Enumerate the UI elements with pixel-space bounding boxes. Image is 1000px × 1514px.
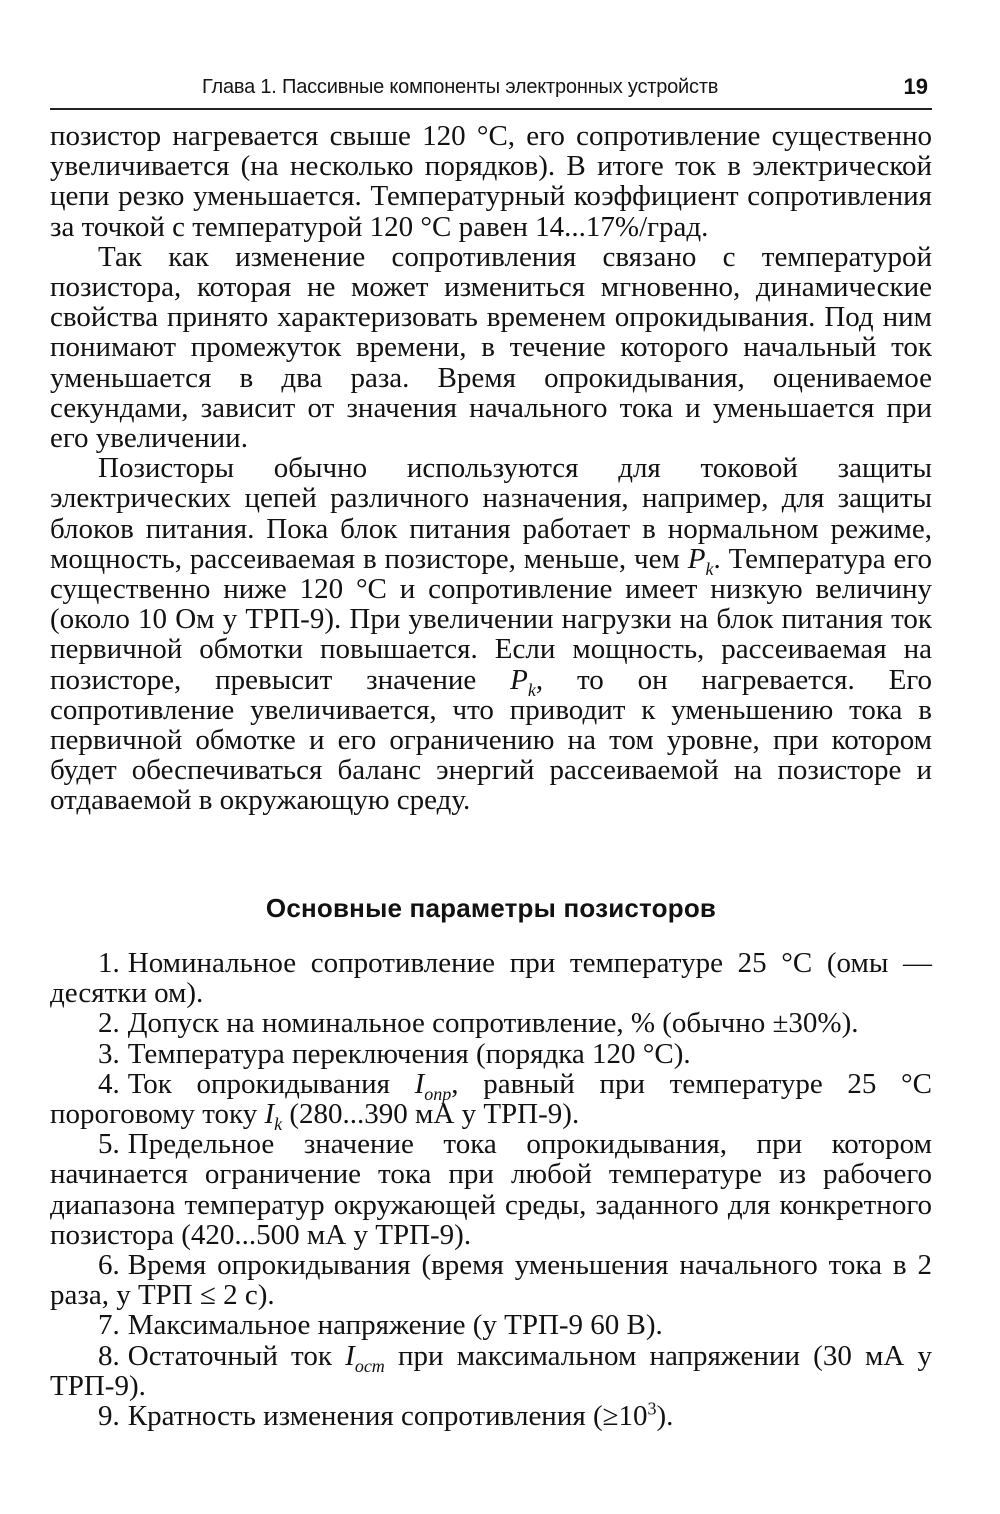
chapter-title: Глава 1. Пассивные компоненты электронных устройств — [202, 76, 719, 98]
list-item-7 — [50, 1310, 932, 1340]
list-item-9-text-b: ). — [656, 1400, 674, 1433]
body-text — [50, 121, 932, 816]
list-item-9-number: 9. — [98, 1400, 120, 1433]
list-item-7-number: 7. — [98, 1309, 120, 1342]
paragraph-3-part-3: , то он нагревается. Его сопротивление увеличивается, что приводит к уменьшению тока в первичной обмотке и его ограничению на том уровне, при котором будет обеспечиваться баланс энергий рассеиваемой на позисторе и отдаваемой в окружающую среду. — [50, 663, 932, 817]
list-item-4-text-b: , равный при температуре 25 °С пороговому току — [50, 1067, 932, 1131]
symbol-i-opr-letter: I — [414, 1067, 425, 1100]
list-item-4-text-a: Ток опрокидывания — [127, 1067, 415, 1100]
list-item-4-number: 4. — [98, 1067, 120, 1100]
running-header — [50, 74, 932, 110]
parameter-list — [50, 948, 932, 1431]
list-item-4-text-c: (280...390 мА у ТРП-9). — [282, 1098, 580, 1131]
list-item-9 — [50, 1398, 932, 1433]
symbol-p-subscript-2: k — [527, 679, 536, 700]
symbol-p-subscript: k — [705, 558, 714, 579]
list-item-2 — [50, 1008, 932, 1038]
symbol-i-k — [264, 1098, 283, 1134]
list-item-1-text: Номинальное сопротивление при температуре 25 °С (омы — десятки ом). — [50, 947, 932, 1010]
list-item-6 — [50, 1250, 932, 1310]
list-item-6-text: Время опрокидывания (время уменьшения начального тока в 2 раза, у ТРП ≤ 2 с). — [50, 1249, 932, 1312]
list-item-8-text-b: при максимальном напряжении (30 мА у ТРП-9). — [50, 1339, 932, 1402]
list-item-1 — [50, 948, 932, 1008]
symbol-i-opr — [414, 1067, 452, 1104]
symbol-pk — [687, 542, 714, 579]
paragraph-3-part-1: Позисторы обычно используются для токовой защиты электрических цепей различного назначения, например, для защиты блоков питания. Пока блок питания работает в нормальном режиме, мощность, рассеиваемая в позисторе, меньше, чем — [50, 452, 932, 575]
list-item-7-text: Максимальное напряжение (у ТРП-9 60 В). — [127, 1309, 663, 1342]
paragraph-3-part-2: . Температура его существенно ниже 120 °С и сопротивление имеет низкую величину (около 10 Ом у ТРП-9). При увеличении нагрузки на блок питания ток первичной обмотки повышается. Если мощность, рассеиваемая на позисторе, превысит значение — [50, 542, 933, 696]
list-item-8 — [50, 1341, 932, 1401]
symbol-pk-2 — [510, 663, 536, 700]
symbol-i-k-subscript: k — [274, 1113, 283, 1134]
list-item-3-number: 3. — [98, 1037, 120, 1070]
symbol-p: P — [687, 542, 706, 575]
section-heading: Основные параметры позисторов — [265, 893, 717, 923]
list-item-6-number: 6. — [98, 1249, 120, 1282]
page-number: 19 — [903, 74, 928, 99]
list-item-4 — [50, 1067, 932, 1134]
symbol-i-ost — [345, 1339, 385, 1376]
list-item-2-number: 2. — [98, 1007, 120, 1040]
list-item-3-text: Температура переключения (порядка 120 °С). — [127, 1037, 691, 1070]
list-item-8-text-a: Остаточный ток — [127, 1339, 346, 1372]
symbol-i-k-letter: I — [264, 1098, 275, 1131]
list-item-9-superscript: 3 — [647, 1398, 657, 1419]
list-item-5-number: 5. — [98, 1128, 120, 1161]
symbol-i-opr-subscript: опр — [424, 1083, 452, 1104]
paragraph-3 — [50, 453, 932, 815]
list-item-3 — [50, 1039, 932, 1069]
symbol-p-2: P — [510, 663, 528, 696]
list-item-2-text: Допуск на номинальное сопротивление, % (обычно ±30%). — [127, 1007, 859, 1040]
paragraph-2: Так как изменение сопротивления связано с температурой позистора, которая не может измениться мгновенно, динамические свойства принято характеризовать временем опрокидывания. Под ним понимают промежуток времени, в течение которого начальный ток уменьшается в два раза. Время опрокидывания, оцениваемое секундами, зависит от значения начального тока и уменьшается при его увеличении. — [50, 240, 932, 455]
list-item-5-text: Предельное значение тока опрокидывания, при котором начинается ограничение тока при любой температуре из рабочего диапазона температур окружающей среды, заданного для конкретного позистора (420...500 мА у ТРП-9). — [50, 1128, 932, 1251]
list-item-5 — [50, 1129, 932, 1250]
list-item-8-number: 8. — [98, 1339, 120, 1372]
symbol-i-ost-letter: I — [345, 1339, 355, 1372]
list-item-9-text-a: Кратность изменения сопротивления (≥10 — [127, 1400, 648, 1433]
list-item-1-number: 1. — [98, 947, 120, 979]
symbol-i-ost-subscript: ост — [354, 1355, 385, 1376]
paragraph-1: позистор нагревается свыше 120 °С, его сопротивление существенно увеличивается (на несколько порядков). В итоге ток в электрической цепи резко уменьшается. Температурный коэффициент сопротивления за точкой с температурой 120 °С равен 14...17%/град. — [50, 120, 932, 243]
